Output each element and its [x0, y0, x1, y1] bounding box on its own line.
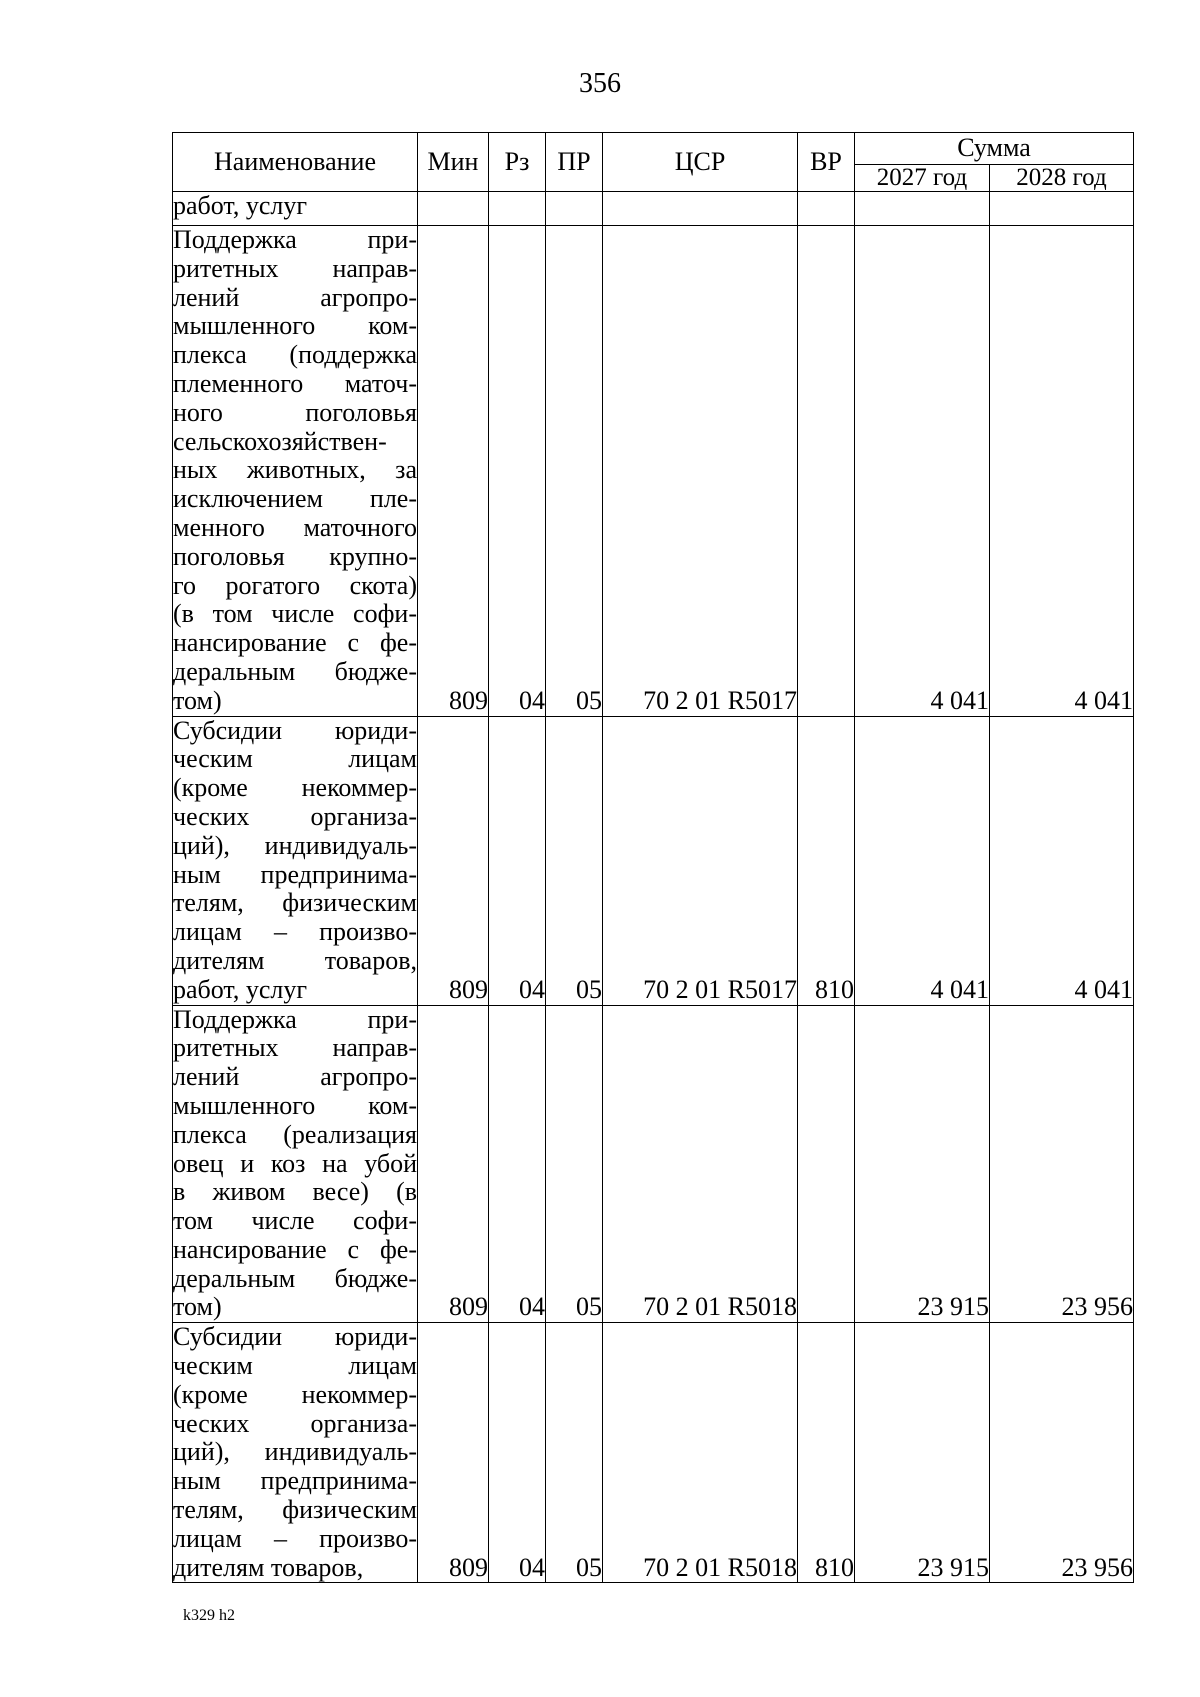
- row-name-line: нансирование с фе-: [173, 628, 417, 658]
- row-name-line: поголовья крупно-: [173, 541, 417, 571]
- row-name-line: лений агропро-: [173, 1062, 417, 1092]
- row-sum-2027: 4 041: [855, 226, 990, 717]
- row-csr: 70 2 01 R5018: [603, 1005, 798, 1323]
- row-name-line: (кроме некоммер-: [173, 1379, 417, 1409]
- header-row: [173, 133, 1134, 165]
- row-name-line: ческих организа-: [173, 801, 417, 831]
- row-sum-2028: 23 956: [990, 1005, 1134, 1323]
- table-body: [173, 192, 1134, 1583]
- row-name-line: ритетных направ-: [173, 253, 417, 283]
- row-name-line: исключением пле-: [173, 484, 417, 514]
- row-vr: [798, 1005, 855, 1323]
- row-name-line: плекса (поддержка: [173, 340, 417, 370]
- header-year-2028: 2028 год: [990, 164, 1134, 191]
- row-min: 809: [418, 226, 489, 717]
- row-name-line: в живом весе) (в: [173, 1177, 417, 1207]
- row-name: [173, 716, 418, 1005]
- row-name-line: ций), индивидуаль-: [173, 1437, 417, 1467]
- row-name: [173, 1005, 418, 1323]
- row-rz: 04: [489, 716, 546, 1005]
- header-pr: ПР: [546, 133, 603, 192]
- header-csr: ЦСР: [603, 133, 798, 192]
- row-pr: 05: [546, 1323, 603, 1583]
- row-name-line: дителям товаров,: [173, 1552, 364, 1582]
- row-name-line: том): [173, 1292, 222, 1322]
- row-sum-2028: 4 041: [990, 716, 1134, 1005]
- header-sum: Сумма: [855, 133, 1134, 165]
- table-row: [173, 1005, 1134, 1323]
- row-name-line: деральным бюдже-: [173, 1263, 417, 1293]
- table-row: [173, 716, 1134, 1005]
- table-row: [173, 226, 1134, 717]
- row-name-line: мышленного ком-: [173, 311, 417, 341]
- continuation-rz: [489, 192, 546, 226]
- row-rz: 04: [489, 1005, 546, 1323]
- row-name-line: мышленного ком-: [173, 1090, 417, 1120]
- row-name-line: лицам – произво-: [173, 917, 417, 947]
- row-csr: 70 2 01 R5017: [603, 226, 798, 717]
- row-sum-2028: 23 956: [990, 1323, 1134, 1583]
- header-name: Наименование: [173, 133, 418, 192]
- row-name-line: лений агропро-: [173, 282, 417, 312]
- row-sum-2027: 23 915: [855, 1323, 990, 1583]
- continuation-row: [173, 192, 1134, 226]
- header-min: Мин: [418, 133, 489, 192]
- row-name-line: ческим лицам: [173, 744, 417, 774]
- continuation-pr: [546, 192, 603, 226]
- row-csr: 70 2 01 R5017: [603, 716, 798, 1005]
- continuation-sum-2028: [990, 192, 1134, 226]
- page-number: 356: [579, 68, 621, 99]
- row-name-line: ций), индивидуаль-: [173, 830, 417, 860]
- row-name-line: работ, услуг: [173, 974, 308, 1004]
- continuation-csr: [603, 192, 798, 226]
- row-name-line: ческих организа-: [173, 1408, 417, 1438]
- continuation-name: работ, услуг: [173, 192, 418, 226]
- row-name-line: телям, физическим: [173, 888, 417, 918]
- row-pr: 05: [546, 716, 603, 1005]
- row-name-line: деральным бюдже-: [173, 656, 417, 686]
- table-row: [173, 1323, 1134, 1583]
- row-name-line: ческим лицам: [173, 1351, 417, 1381]
- row-name-line: племенного маточ-: [173, 368, 417, 398]
- continuation-min: [418, 192, 489, 226]
- header-rz: Рз: [489, 133, 546, 192]
- row-sum-2028: 4 041: [990, 226, 1134, 717]
- row-name-line: (кроме некоммер-: [173, 773, 417, 803]
- budget-table: [172, 132, 1134, 1583]
- row-vr: [798, 226, 855, 717]
- row-name: [173, 226, 418, 717]
- row-vr: 810: [798, 716, 855, 1005]
- row-name-line: том): [173, 685, 222, 715]
- row-name-line: нансирование с фе-: [173, 1234, 417, 1264]
- row-pr: 05: [546, 226, 603, 717]
- row-csr: 70 2 01 R5018: [603, 1323, 798, 1583]
- row-min: 809: [418, 1323, 489, 1583]
- row-rz: 04: [489, 226, 546, 717]
- header-year-2027: 2027 год: [855, 164, 990, 191]
- row-name: [173, 1323, 418, 1583]
- row-min: 809: [418, 716, 489, 1005]
- row-name-line: овец и коз на убой: [173, 1148, 417, 1178]
- row-name-line: Субсидии юриди-: [173, 1322, 417, 1352]
- row-name-line: ным предпринима-: [173, 859, 417, 889]
- row-name-line: Поддержка при-: [173, 225, 417, 254]
- row-name-line: том числе софи-: [173, 1206, 417, 1236]
- row-name-line: плекса (реализация: [173, 1119, 417, 1149]
- row-name-line: го рогатого скота): [173, 570, 417, 600]
- row-name-line: ритетных направ-: [173, 1033, 417, 1063]
- row-name-line: дителям товаров,: [173, 945, 417, 975]
- row-name-line: ного поголовья: [173, 397, 417, 427]
- row-name-line: менного маточного: [173, 512, 417, 542]
- row-name-line: ным предпринима-: [173, 1466, 417, 1496]
- row-vr: 810: [798, 1323, 855, 1583]
- row-name-line: (в том числе софи-: [173, 599, 417, 629]
- row-name-line: ных животных, за: [173, 455, 417, 485]
- row-sum-2027: 23 915: [855, 1005, 990, 1323]
- row-name-line: сельскохозяйствен-: [173, 426, 387, 456]
- row-name-line: Субсидии юриди-: [173, 715, 417, 745]
- row-sum-2027: 4 041: [855, 716, 990, 1005]
- row-pr: 05: [546, 1005, 603, 1323]
- footer-code: k329 h2: [183, 1607, 235, 1624]
- header-vr: ВР: [798, 133, 855, 192]
- row-name-line: телям, физическим: [173, 1495, 417, 1525]
- row-name-line: лицам – произво-: [173, 1523, 417, 1553]
- row-name-line: Поддержка при-: [173, 1004, 417, 1034]
- continuation-vr: [798, 192, 855, 226]
- continuation-sum-2027: [855, 192, 990, 226]
- row-rz: 04: [489, 1323, 546, 1583]
- row-min: 809: [418, 1005, 489, 1323]
